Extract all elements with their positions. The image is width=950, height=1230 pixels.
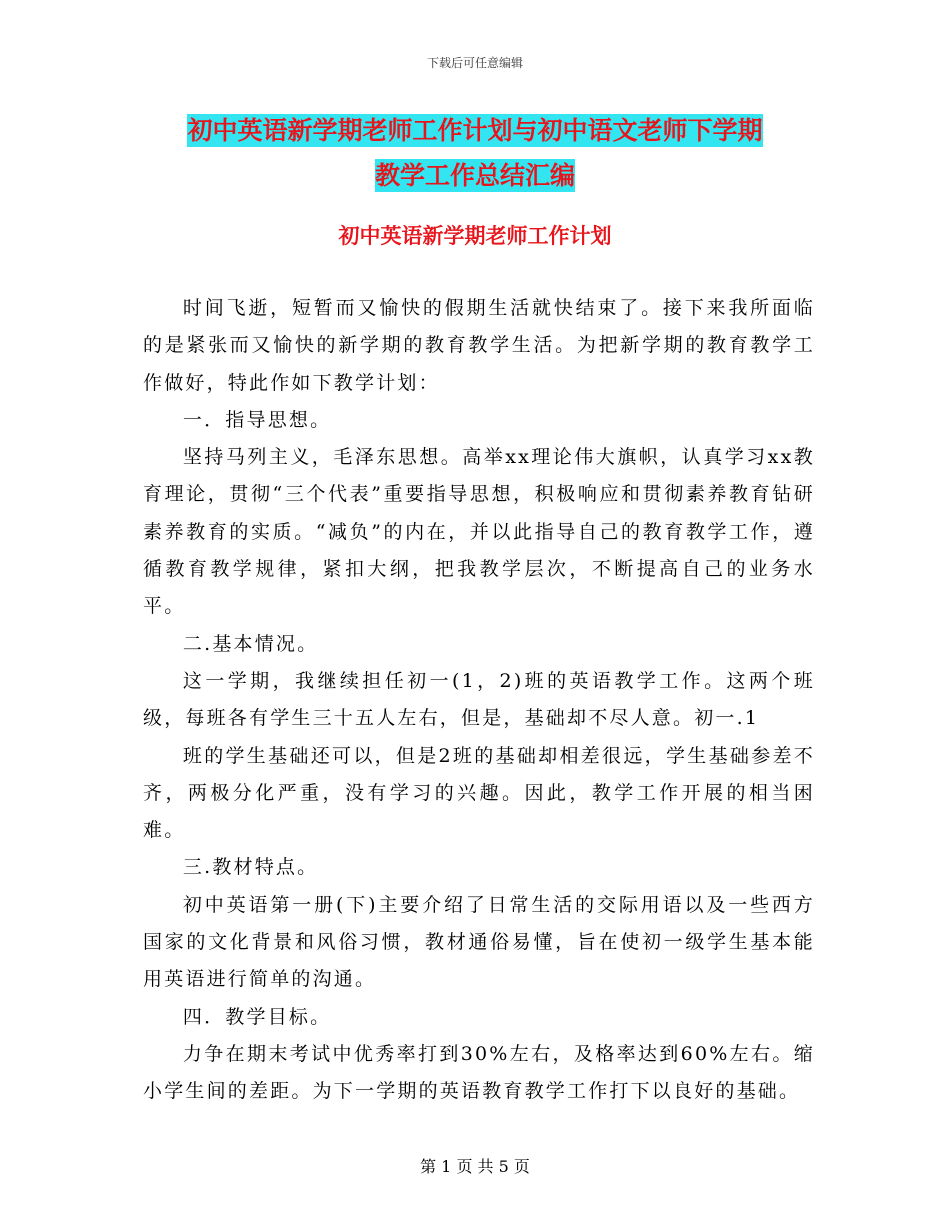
document-title-line-2: 教学工作总结汇编 <box>374 161 575 190</box>
section-title: 初中英语新学期老师工作计划 <box>338 224 612 248</box>
document-title-line-1: 初中英语新学期老师工作计划与初中语文老师下学期 <box>187 116 763 145</box>
heading-textbook-features: 三.教材特点。 <box>182 856 319 879</box>
paragraph-basic-situation: 这一学期，我继续担任初一(1，2)班的英语教学工作。这两个班级，每班各有学生三十五人左右，但是，基础却不尽人意。初一.1 <box>143 669 815 730</box>
heading-teaching-goals: 四．教学目标。 <box>182 1005 332 1028</box>
paragraph-teaching-goals: 力争在期末考试中优秀率打到30%左右，及格率达到60%左右。缩小学生间的差距。为下一学期的英语教育教学工作打下以良好的基础。 <box>143 1042 815 1103</box>
heading-guiding-ideology: 一．指导思想。 <box>182 408 332 431</box>
paragraph-textbook-features: 初中英语第一册(下)主要介绍了日常生活的交际用语以及一些西方国家的文化背景和风俗习惯，教材通俗易懂，旨在使初一级学生基本能用英语进行简单的沟通。 <box>143 893 815 991</box>
page-header-note: 下载后可任意编辑 <box>426 56 523 70</box>
paragraph-intro: 时间飞逝，短暂而又愉快的假期生活就快结束了。接下来我所面临的是紧张而又愉快的新学期的教育教学生活。为把新学期的教育教学工作做好，特此作如下教学计划： <box>143 297 815 394</box>
paragraph-guiding-ideology: 坚持马列主义，毛泽东思想。高举xx理论伟大旗帜，认真学习xx教育理论，贯彻“三个代表”重要指导思想，积极响应和贯彻素养教育钻研素养教育的实质。“减负”的内在，并以此指导自己的教育教学工作，遵循教育教学规律，紧扣大纲，把我教学层次，不断提高自己的业务水平。 <box>143 446 815 618</box>
document-title <box>120 108 830 198</box>
paragraph-basic-situation-cont: 班的学生基础还可以，但是2班的基础却相差很远，学生基础参差不齐，两极分化严重，没有学习的兴趣。因此，教学工作开展的相当困难。 <box>143 744 815 842</box>
page-number-footer: 第 1 页 共 5 页 <box>420 1157 530 1176</box>
heading-basic-situation: 二.基本情况。 <box>182 632 319 655</box>
document-body <box>143 290 815 1111</box>
